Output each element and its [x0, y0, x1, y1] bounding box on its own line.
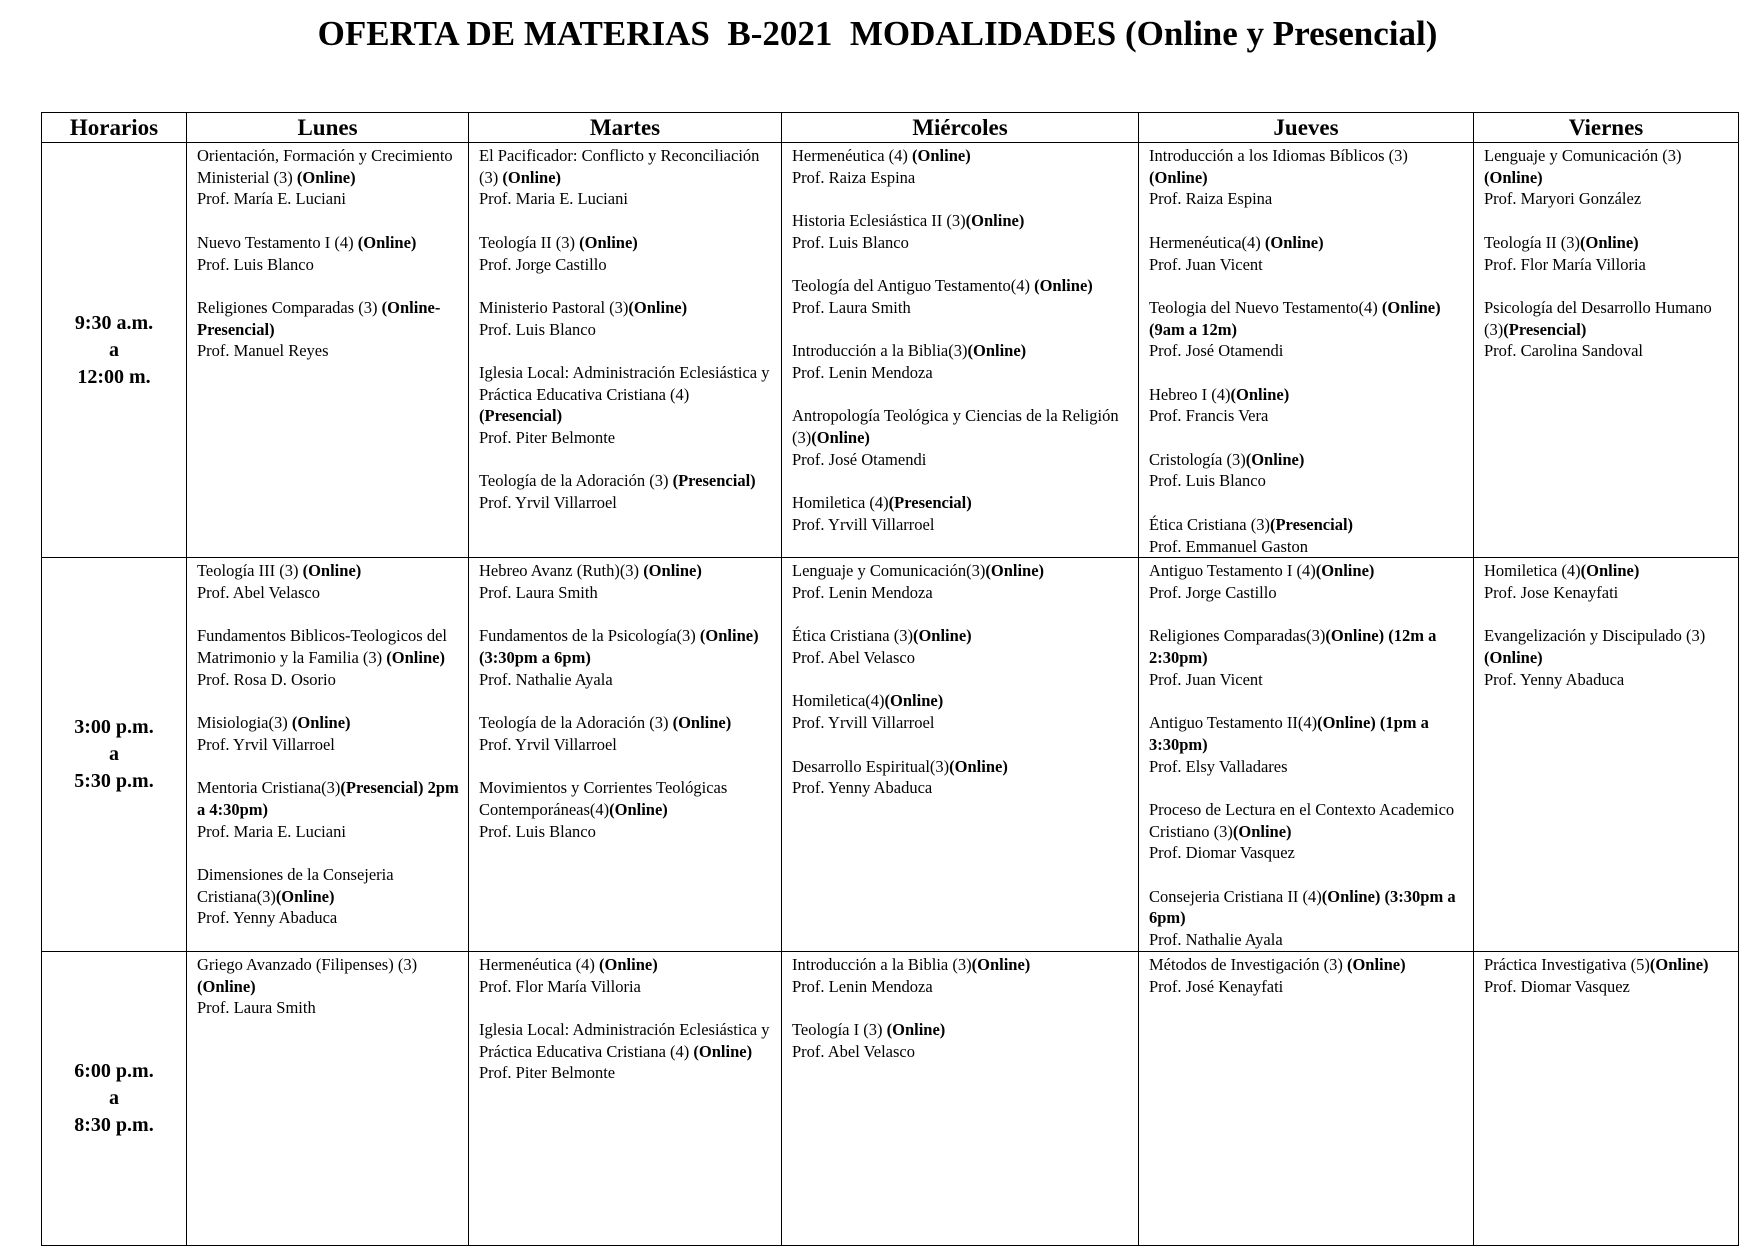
course-professor: Prof. Flor María Villoria: [479, 976, 641, 996]
course-title: Teología de la Adoración (3): [479, 713, 673, 733]
day-cell-viernes: [1474, 143, 1739, 558]
header-row: [42, 113, 1739, 143]
course-modality: (Online): [1315, 561, 1375, 581]
course-professor: Prof. Nathalie Ayala: [479, 669, 613, 689]
course-name: [479, 560, 773, 582]
course-entry: [1149, 886, 1465, 951]
course-professor: Prof. Raiza Espina: [792, 167, 916, 187]
course-name: [197, 625, 460, 668]
course-modality: (Online): [1245, 449, 1305, 469]
course-modality: (Online): [1230, 384, 1290, 404]
course-name: [1149, 449, 1465, 471]
course-entry: [1484, 954, 1730, 997]
course-modality: (Online): [1580, 561, 1640, 581]
course-name: [479, 362, 773, 427]
course-entry: [1484, 625, 1730, 690]
course-professor: Prof. Juan Vicent: [1149, 254, 1263, 274]
course-title: Movimientos y Corrientes Teológicas Contemporáneas(4): [479, 778, 728, 819]
day-cell-miercoles: [782, 558, 1139, 952]
course-name: [479, 1019, 773, 1062]
header-horarios: Horarios: [42, 113, 187, 143]
time-slot-line: 6:00 p.m.: [74, 1059, 154, 1082]
course-name: [792, 625, 1130, 647]
course-title: Introducción a los Idiomas Bíblicos (3): [1149, 146, 1408, 165]
course-professor: Prof. José Kenayfati: [1149, 976, 1284, 996]
course-title: Religiones Comparadas (3): [197, 297, 382, 317]
course-modality: (Online) (12m a 2:30pm): [1149, 626, 1437, 668]
course-modality: (Presencial): [1269, 514, 1354, 534]
course-entry: [479, 470, 773, 513]
course-title: Desarrollo Espiritual(3): [792, 756, 950, 776]
course-entry: [792, 210, 1130, 253]
day-cell-viernes: [1474, 951, 1739, 1245]
course-title: Iglesia Local: Administración Eclesiástica y Práctica Educativa Cristiana (4): [479, 362, 770, 404]
course-entry: [792, 690, 1130, 733]
time-slot-line: 12:00 m.: [77, 365, 151, 388]
course-title: Métodos de Investigación (3): [1149, 954, 1347, 974]
course-name: [792, 210, 1130, 232]
course-modality: (Online): [886, 1019, 946, 1039]
course-modality: (Online): [386, 648, 445, 668]
course-title: Cristología (3): [1149, 449, 1246, 469]
course-title: Teología de la Adoración (3): [479, 471, 673, 491]
header-lunes: Lunes: [187, 113, 469, 143]
course-entry: [197, 560, 460, 603]
day-cell-jueves: [1139, 143, 1474, 558]
course-title: Homiletica (4): [792, 493, 889, 513]
course-professor: Prof. Emmanuel Gaston: [1149, 536, 1309, 556]
course-professor: Prof. Jose Kenayfati: [1484, 582, 1619, 602]
course-title: Misiologia(3): [197, 713, 292, 733]
time-slot-line: a: [109, 743, 119, 766]
schedule-row: [42, 558, 1739, 952]
course-modality: (Presencial) 2pm a 4:30pm): [197, 778, 459, 819]
course-professor: Prof. Carolina Sandoval: [1484, 341, 1644, 361]
day-cell-martes: [469, 558, 782, 952]
day-cell-martes: [469, 143, 782, 558]
course-modality: (Online): [302, 561, 362, 581]
course-title: Homiletica (4): [1484, 561, 1581, 581]
course-title: Hebreo Avanz (Ruth)(3): [479, 561, 644, 581]
course-professor: Prof. Maria E. Luciani: [479, 189, 628, 209]
course-title: Homiletica(4): [792, 691, 885, 711]
course-name: [479, 954, 773, 976]
course-entry: [479, 232, 773, 275]
time-slot-cell: [42, 143, 187, 558]
course-name: [1149, 799, 1465, 842]
course-name: [792, 405, 1130, 448]
course-entry: [792, 1019, 1130, 1062]
course-title: Fundamentos de la Psicología(3): [479, 626, 700, 646]
course-entry: [479, 560, 773, 603]
course-modality: (Online): [1484, 648, 1543, 668]
course-modality: (Online): [1579, 232, 1639, 252]
course-name: [1149, 145, 1465, 188]
course-professor: Prof. Lenin Mendoza: [792, 582, 933, 602]
course-name: [792, 1019, 1130, 1041]
course-name: [1149, 384, 1465, 406]
course-professor: Prof. Abel Velasco: [792, 648, 915, 668]
time-slot-line: 3:00 p.m.: [74, 716, 154, 739]
course-title: Religiones Comparadas(3): [1149, 626, 1326, 646]
course-professor: Prof. Laura Smith: [197, 998, 316, 1018]
course-name: [197, 777, 460, 820]
course-professor: Prof. Francis Vera: [1149, 406, 1269, 426]
course-title: Hermenéutica (4): [479, 954, 600, 974]
course-entry: [792, 560, 1130, 603]
course-name: [1149, 625, 1465, 668]
time-slot-line: 5:30 p.m.: [74, 770, 154, 793]
course-title: Práctica Investigativa (5): [1484, 954, 1650, 974]
course-professor: Prof. Nathalie Ayala: [1149, 930, 1283, 950]
course-modality: (Online): [811, 428, 870, 448]
header-viernes: Viernes: [1474, 113, 1739, 143]
time-slot-line: 8:30 p.m.: [74, 1113, 154, 1136]
course-entry: [197, 145, 460, 210]
schedule-table: [41, 112, 1739, 1246]
course-entry: [197, 864, 460, 929]
course-modality: (Online): [967, 341, 1027, 361]
course-name: [479, 625, 773, 668]
course-professor: Prof. Lenin Mendoza: [792, 976, 933, 996]
course-modality: (Online): [628, 297, 688, 317]
course-title: Dimensiones de la Consejeria Cristiana(3): [197, 865, 394, 906]
course-title: El Pacificador: Conflicto y Reconciliación (3): [479, 146, 760, 187]
course-professor: Prof. Laura Smith: [479, 582, 598, 602]
course-entry: [792, 340, 1130, 383]
course-name: [197, 232, 460, 254]
time-slot-cell: [42, 951, 187, 1245]
course-name: [792, 690, 1130, 712]
course-title: Hermenéutica(4): [1149, 232, 1265, 252]
course-title: Ministerio Pastoral (3): [479, 297, 629, 317]
day-cell-miercoles: [782, 143, 1139, 558]
course-entry: [197, 954, 460, 1019]
course-title: Fundamentos Biblicos-Teologicos del Matrimonio y la Familia (3): [197, 626, 447, 668]
course-name: [792, 145, 1130, 167]
course-entry: [792, 625, 1130, 668]
course-modality: (Online) (3:30pm a 6pm): [479, 626, 759, 668]
day-cell-lunes: [187, 558, 469, 952]
course-professor: Prof. Lenin Mendoza: [792, 362, 933, 382]
course-name: [792, 756, 1130, 778]
course-professor: Prof. Abel Velasco: [197, 582, 320, 602]
course-professor: Prof. Yenny Abaduca: [1484, 669, 1625, 689]
course-title: Antropología Teológica y Ciencias de la Religión (3): [792, 406, 1119, 448]
course-modality: (Online-Presencial): [197, 297, 441, 339]
course-name: [197, 864, 460, 907]
course-professor: Prof. Juan Vicent: [1149, 669, 1263, 689]
schedule-row: [42, 143, 1739, 558]
course-entry: [1149, 712, 1465, 777]
course-modality: (Online): [1232, 821, 1292, 841]
course-name: [792, 340, 1130, 362]
course-title: Introducción a la Biblia(3): [792, 341, 968, 361]
course-title: Nuevo Testamento I (4): [197, 232, 358, 252]
course-title: Antiguo Testamento I (4): [1149, 561, 1316, 581]
course-modality: (Presencial): [888, 493, 972, 513]
course-modality: (Presencial): [1503, 319, 1587, 339]
course-professor: Prof. Jorge Castillo: [479, 254, 607, 274]
course-modality: (Online): [502, 167, 562, 187]
course-professor: Prof. Luis Blanco: [479, 319, 596, 339]
course-entry: [792, 492, 1130, 535]
course-title: Proceso de Lectura en el Contexto Academico Cristiano (3): [1149, 799, 1455, 841]
course-name: [1484, 625, 1730, 668]
course-entry: [479, 954, 773, 997]
course-modality: (Online): [1484, 167, 1543, 187]
course-modality: (Online): [965, 211, 1025, 231]
course-modality: (Online): [599, 954, 658, 974]
course-entry: [792, 405, 1130, 470]
course-entry: [479, 1019, 773, 1084]
course-name: [1149, 297, 1465, 340]
course-title: Teologia del Nuevo Testamento(4): [1149, 297, 1382, 317]
course-professor: Prof. Yrvil Villarroel: [479, 493, 617, 513]
course-entry: [792, 954, 1130, 997]
course-professor: Prof. Yenny Abaduca: [197, 908, 338, 928]
time-slot-line: a: [109, 338, 119, 361]
schedule-row: [42, 951, 1739, 1245]
course-name: [1149, 560, 1465, 582]
course-entry: [1149, 232, 1465, 275]
course-name: [1484, 560, 1730, 582]
course-entry: [1484, 560, 1730, 603]
course-professor: Prof. Yrvil Villarroel: [197, 734, 335, 754]
course-modality: (Online): [985, 561, 1045, 581]
course-name: [479, 777, 773, 820]
course-name: [197, 712, 460, 734]
course-entry: [197, 777, 460, 842]
course-name: [197, 145, 460, 188]
course-title: Ética Cristiana (3): [792, 626, 913, 646]
day-cell-viernes: [1474, 558, 1739, 952]
course-name: [479, 470, 773, 492]
course-title: Lenguaje y Comunicación(3): [792, 561, 986, 581]
course-professor: Prof. Flor María Villoria: [1484, 254, 1646, 274]
course-modality: (Online): [912, 146, 971, 165]
course-professor: Prof. Maria E. Luciani: [197, 821, 346, 841]
course-modality: (Online): [971, 954, 1031, 974]
course-professor: Prof. Yrvil Villarroel: [479, 734, 617, 754]
course-title: Hebreo I (4): [1149, 384, 1231, 404]
course-modality: (Online): [1149, 167, 1208, 187]
course-professor: Prof. Yenny Abaduca: [792, 778, 933, 798]
course-entry: [1149, 514, 1465, 557]
course-entry: [1484, 145, 1730, 210]
course-professor: Prof. Jorge Castillo: [1149, 582, 1277, 602]
course-title: Hermenéutica (4): [792, 146, 913, 165]
course-name: [1484, 232, 1730, 254]
course-name: [792, 275, 1130, 297]
course-entry: [479, 362, 773, 449]
course-title: Iglesia Local: Administración Eclesiástica y Práctica Educativa Cristiana (4): [479, 1019, 770, 1061]
course-title: Lenguaje y Comunicación (3): [1484, 146, 1682, 165]
course-entry: [1149, 799, 1465, 864]
course-title: Teología del Antiguo Testamento(4): [792, 276, 1035, 296]
course-entry: [197, 297, 460, 362]
course-modality: (Online): [579, 232, 638, 252]
course-title: Consejeria Cristiana II (4): [1149, 886, 1322, 906]
course-name: [792, 560, 1130, 582]
course-entry: [1149, 384, 1465, 427]
course-title: Historia Eclesiástica II (3): [792, 211, 966, 231]
course-modality: (Online): [1649, 954, 1709, 974]
course-modality: (Online): [912, 626, 972, 646]
course-entry: [1149, 560, 1465, 603]
course-title: Teología II (3): [479, 232, 580, 252]
course-modality: (Presencial): [672, 471, 756, 491]
course-title: Orientación, Formación y Crecimiento Ministerial (3): [197, 146, 453, 187]
course-name: [1484, 954, 1730, 976]
course-name: [1484, 145, 1730, 188]
page-title: OFERTA DE MATERIAS B-2021 MODALIDADES (Online y Presencial): [317, 14, 1438, 53]
course-entry: [1484, 232, 1730, 275]
course-name: [1484, 297, 1730, 340]
course-professor: Prof. Luis Blanco: [197, 254, 314, 274]
course-modality: (Online): [291, 713, 351, 733]
course-entry: [479, 777, 773, 842]
course-name: [1149, 514, 1465, 536]
course-modality: (Online) (1pm a 3:30pm): [1149, 713, 1429, 754]
course-modality: (Online): [949, 756, 1008, 776]
course-professor: Prof. Diomar Vasquez: [1149, 843, 1295, 863]
course-modality: (Online): [1034, 276, 1093, 296]
course-modality: (Online): [1346, 954, 1406, 974]
course-entry: [1484, 297, 1730, 362]
course-name: [197, 560, 460, 582]
course-modality: (Online): [609, 799, 668, 819]
course-professor: Prof. José Otamendi: [792, 449, 927, 469]
course-professor: Prof. Rosa D. Osorio: [197, 669, 336, 689]
course-modality: (Online): [643, 561, 702, 581]
course-entry: [1149, 449, 1465, 492]
course-entry: [197, 712, 460, 755]
time-slot-line: 9:30 a.m.: [74, 311, 154, 334]
header-jueves: Jueves: [1139, 113, 1474, 143]
course-entry: [197, 232, 460, 275]
course-modality: (Online): [275, 886, 335, 906]
course-entry: [479, 625, 773, 690]
day-cell-lunes: [187, 951, 469, 1245]
course-modality: (Online): [296, 167, 356, 187]
course-entry: [479, 712, 773, 755]
course-title: Evangelización y Discipulado (3): [1484, 626, 1706, 646]
course-professor: Prof. Yrvill Villarroel: [792, 713, 935, 733]
course-professor: Prof. Yrvill Villarroel: [792, 514, 935, 534]
course-modality: (Online) (3:30pm a 6pm): [1149, 886, 1456, 928]
course-modality: (Online) (9am a 12m): [1149, 297, 1441, 339]
day-cell-miercoles: [782, 951, 1139, 1245]
course-name: [197, 297, 460, 340]
course-professor: Prof. José Otamendi: [1149, 341, 1284, 361]
course-name: [479, 232, 773, 254]
course-modality: (Online): [884, 691, 944, 711]
course-title: Teología III (3): [197, 561, 303, 581]
course-professor: Prof. Manuel Reyes: [197, 341, 329, 361]
course-professor: Prof. Piter Belmonte: [479, 428, 616, 448]
course-entry: [1149, 954, 1465, 997]
course-title: Ética Cristiana (3): [1149, 514, 1270, 534]
course-modality: (Online): [197, 976, 256, 996]
course-professor: Prof. Luis Blanco: [792, 232, 909, 252]
day-cell-martes: [469, 951, 782, 1245]
course-entry: [197, 625, 460, 690]
course-name: [792, 954, 1130, 976]
time-slot-cell: [42, 558, 187, 952]
course-professor: Prof. Piter Belmonte: [479, 1063, 616, 1083]
header-miercoles: Miércoles: [782, 113, 1139, 143]
course-title: Introducción a la Biblia (3): [792, 954, 972, 974]
course-entry: [479, 297, 773, 340]
course-title: Mentoria Cristiana(3): [197, 778, 341, 798]
course-name: [479, 145, 773, 188]
course-modality: (Online): [693, 1041, 753, 1061]
course-professor: Prof. Laura Smith: [792, 297, 911, 317]
day-cell-jueves: [1139, 951, 1474, 1245]
course-name: [479, 297, 773, 319]
course-entry: [1149, 625, 1465, 690]
course-name: [197, 954, 460, 997]
course-entry: [792, 756, 1130, 799]
course-title: Griego Avanzado (Filipenses) (3): [197, 954, 418, 974]
course-name: [1149, 886, 1465, 929]
course-entry: [1149, 145, 1465, 210]
course-modality: (Online): [672, 713, 732, 733]
course-entry: [1149, 297, 1465, 362]
header-martes: Martes: [469, 113, 782, 143]
course-professor: Prof. Elsy Valladares: [1149, 756, 1288, 776]
course-entry: [479, 145, 773, 210]
day-cell-jueves: [1139, 558, 1474, 952]
course-name: [1149, 954, 1465, 976]
course-entry: [792, 275, 1130, 318]
course-professor: Prof. Luis Blanco: [479, 821, 596, 841]
course-name: [1149, 712, 1465, 755]
course-modality: (Online): [1264, 232, 1324, 252]
course-professor: Prof. Raiza Espina: [1149, 189, 1273, 209]
course-professor: Prof. Maryori González: [1484, 189, 1642, 209]
course-name: [792, 492, 1130, 514]
course-modality: (Online): [357, 232, 417, 252]
course-title: Psicología del Desarrollo Humano (3): [1484, 297, 1712, 339]
course-title: Antiguo Testamento II(4): [1149, 713, 1318, 733]
day-cell-lunes: [187, 143, 469, 558]
course-title: Teología I (3): [792, 1019, 887, 1039]
course-professor: Prof. María E. Luciani: [197, 189, 346, 209]
course-entry: [792, 145, 1130, 188]
course-professor: Prof. Abel Velasco: [792, 1041, 915, 1061]
course-title: Teología II (3): [1484, 232, 1580, 252]
course-professor: Prof. Diomar Vasquez: [1484, 976, 1630, 996]
time-slot-line: a: [109, 1086, 119, 1109]
course-modality: (Presencial): [479, 406, 563, 426]
course-name: [1149, 232, 1465, 254]
course-professor: Prof. Luis Blanco: [1149, 471, 1266, 491]
course-name: [479, 712, 773, 734]
